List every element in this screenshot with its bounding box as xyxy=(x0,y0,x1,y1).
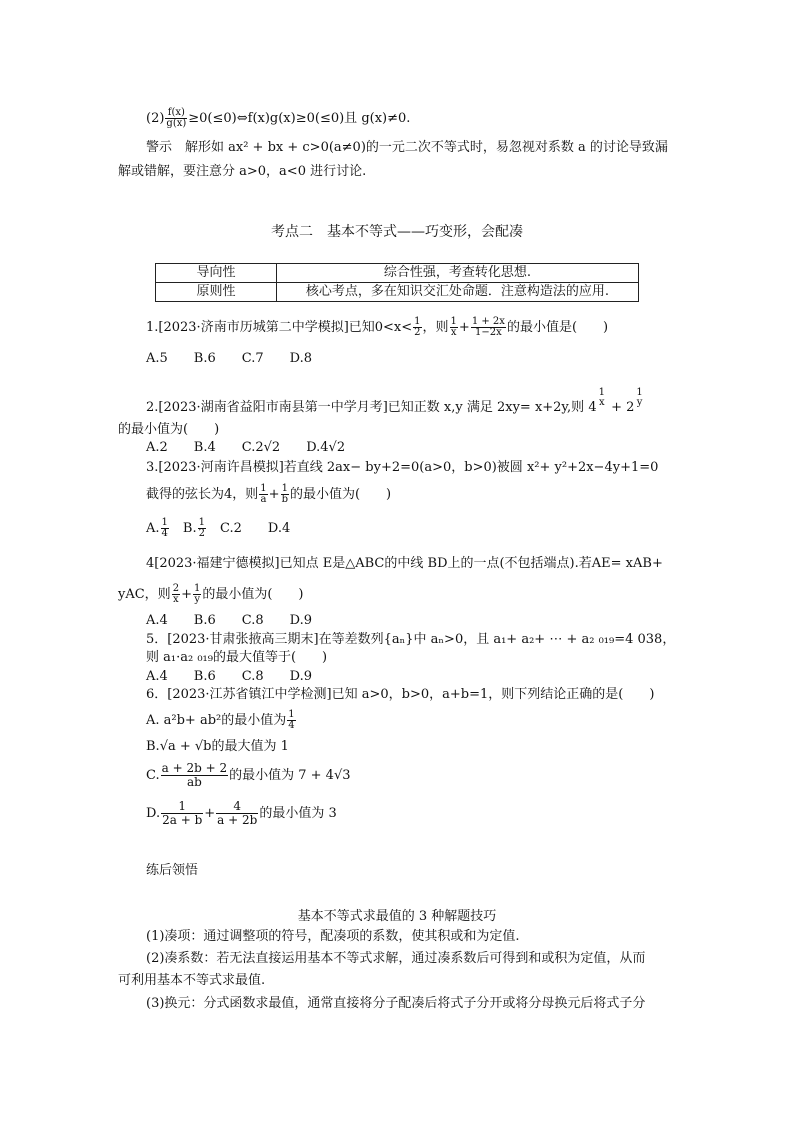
afterword-title: 基本不等式求最值的 3 种解题技巧 xyxy=(297,909,497,924)
q3-stem-part: 截得的弦长为4，则 xyxy=(146,487,259,502)
table-value: 核心考点，多在知识交汇处命题．注意构造法的应用. xyxy=(277,283,639,302)
question-2-stem-2: 的最小值为( ) xyxy=(118,422,220,437)
fraction-denominator: 4 xyxy=(161,528,168,539)
question-6-option-b xyxy=(146,738,289,756)
q3-option-b-label: B. xyxy=(169,521,197,536)
question-1-options: A.5 B.6 C.7 D.8 xyxy=(146,351,312,366)
note-item-2-fraction xyxy=(165,108,187,129)
q6-option-b-expr: √a + √b xyxy=(159,739,212,754)
q6-option-b-label: B. xyxy=(146,739,160,754)
fraction-denominator: 2 xyxy=(198,528,205,539)
fraction-denominator: 1−2x xyxy=(475,327,502,338)
q1-stem-part: 1.[2023·济南市历城第二中学模拟]已知0<x< xyxy=(146,320,413,335)
afterword-paragraph-1: (1)凑项：通过调整项的符号，配凑项的系数，使其积或和为定值. xyxy=(146,929,520,944)
fraction-numerator: 1 xyxy=(414,316,421,327)
question-6-option-a xyxy=(146,710,297,731)
q3-options-rest: C.2 D.4 xyxy=(206,521,291,536)
q6-option-d-plus: + xyxy=(204,806,216,821)
question-3-options xyxy=(146,518,290,539)
q6-option-d-label: D. xyxy=(146,806,161,821)
q6-option-d-fraction-1 xyxy=(161,800,203,827)
question-6-stem: 6．[2023·江苏省镇江中学检测]已知 a>0，b>0，a+b=1，则下列结论正确的是( ) xyxy=(146,687,655,702)
exponent-numerator: 1 xyxy=(598,387,605,398)
afterword-paragraph-2: (2)凑系数：若无法直接运用基本不等式求解，通过凑系数后可得到和或积为定值，从而 xyxy=(146,951,646,966)
warning-line-2: 解或错解，要注意分 a>0，a<0 进行讨论. xyxy=(118,164,367,179)
fraction-denominator: x xyxy=(173,594,179,605)
q3-stem-part: 的最小值为( ) xyxy=(289,487,392,502)
q3-option-b-fraction xyxy=(198,518,206,539)
fraction-numerator: 1 xyxy=(450,316,457,327)
q4-stem-part: 的最小值为( ) xyxy=(202,587,304,602)
note-item-2 xyxy=(146,108,410,129)
afterword-heading: 练后领悟 xyxy=(146,863,199,878)
fraction-numerator: 4 xyxy=(216,800,258,814)
fraction-numerator: 1 xyxy=(281,483,288,494)
question-4-stem: 4[2023·福建宁德模拟]已知点 E是△ABC的中线 BD上的一点(不包括端点).若AE= xAB+ xyxy=(146,556,663,571)
q2-stem-part: 2.[2023·湖南省益阳市南县第一中学月考]已知正数 x,y 满足 2xy= x+2y,则 4 xyxy=(146,400,597,415)
fraction-numerator: 1 xyxy=(193,583,201,594)
question-3-stem: 3.[2023·河南许昌模拟]若直线 2ax− by+2=0(a>0，b>0)被圆 x²+ y²+2x−4y+1=0 xyxy=(146,460,659,475)
q2-exponent-2 xyxy=(635,388,643,408)
fraction-numerator: 1 xyxy=(198,517,205,528)
exponent-denominator: x xyxy=(598,397,605,408)
section-title: 考点二 基本不等式——巧变形，会配凑 xyxy=(271,224,523,240)
fraction-denominator: ab xyxy=(186,775,202,789)
question-6-option-c xyxy=(146,762,351,789)
question-4-options: A.4 B.6 C.8 D.9 xyxy=(146,613,312,628)
fraction-numerator: a + 2b + 2 xyxy=(161,761,228,775)
q3-option-a-fraction xyxy=(161,518,169,539)
question-4-stem-2: yAC，则 $\frac{2}{x}$ + $\frac{1}{y}$ 的最小值为( ) xyxy=(118,583,304,605)
fraction-denominator: a xyxy=(260,494,267,505)
fraction-denominator: g(x) xyxy=(166,118,187,129)
q6-option-a-fraction xyxy=(287,710,295,731)
table-row xyxy=(156,283,639,302)
question-3-stem-2: 截得的弦长为4，则 $\frac{1}{a}$ + $\frac{1}{b}$ 的最小值为( ) xyxy=(146,483,392,505)
fraction-numerator: 1 xyxy=(161,800,203,814)
fraction-numerator: f(x) xyxy=(165,108,187,119)
fraction-numerator: 1 xyxy=(260,483,267,494)
fraction-numerator: 2 xyxy=(172,583,180,594)
question-2-stem xyxy=(146,388,645,417)
q2-plus: + 2 xyxy=(606,400,635,415)
question-6-option-d xyxy=(146,800,337,827)
q6-option-c-text: 的最小值为 7 + 4√3 xyxy=(229,768,351,783)
table-key: 导向性 xyxy=(156,264,277,283)
table-key: 原则性 xyxy=(156,283,277,302)
q1-fraction-1-over-x xyxy=(450,317,458,338)
fraction-denominator: 2a + b xyxy=(162,813,203,827)
q4-fraction-1-over-y xyxy=(193,584,201,605)
afterword-paragraph-2-cont: 可利用基本不等式求最值. xyxy=(118,973,266,988)
warning-line-1: 警示 解形如 ax² + bx + c>0(a≠0)的一元二次不等式时，易忽视对系数 a 的讨论导致漏 xyxy=(146,140,668,155)
fraction-denominator: b xyxy=(281,494,288,505)
q6-option-a-text: A. a²b+ ab²的最小值为 xyxy=(146,713,287,728)
exponent-denominator: y xyxy=(636,397,643,408)
table-value: 综合性强，考查转化思想. xyxy=(277,264,639,283)
fraction-denominator: 2 xyxy=(414,327,421,338)
exponent-numerator: 1 xyxy=(636,387,643,398)
question-5-stem-2: 则 a₁·a₂ ₀₁₉的最大值等于( ) xyxy=(146,650,328,665)
q3-fraction-1-over-b xyxy=(281,484,289,505)
fraction-denominator: 4 xyxy=(288,720,295,731)
question-2-options: A.2 B.4 C.2√2 D.4√2 xyxy=(146,440,346,455)
q6-option-d-text: 的最小值为 3 xyxy=(259,806,337,821)
q4-stem-part: yAC，则 xyxy=(118,587,171,602)
table-row xyxy=(156,264,639,283)
fraction-numerator: 1 xyxy=(161,517,168,528)
q6-option-c-fraction xyxy=(161,762,228,789)
q4-fraction-2-over-x xyxy=(172,584,180,605)
question-5-options: A.4 B.6 C.8 D.9 xyxy=(146,669,312,684)
q2-exponent-1 xyxy=(598,388,606,408)
q1-stem-part: 的最小值是( ) xyxy=(506,320,609,335)
fraction-denominator: x xyxy=(450,327,457,338)
q1-fraction-half xyxy=(413,317,421,338)
q6-option-c-label: C. xyxy=(146,768,160,783)
q6-option-d-fraction-2 xyxy=(216,800,258,827)
q3-fraction-1-over-a xyxy=(259,484,267,505)
q3-option-a-label: A. xyxy=(146,521,160,536)
guide-table xyxy=(155,263,639,302)
note-item-2-prefix: (2) xyxy=(146,111,165,126)
question-5-stem: 5．[2023·甘肃张掖高三期末]在等差数列{aₙ}中 aₙ>0，且 a₁+ a₂+ ⋯ + a₂ ₀₁₉=4 038， xyxy=(146,632,676,647)
note-item-2-text: ≥0(≤0)⇔f(x)g(x)≥0(≤0)且 g(x)≠0. xyxy=(188,111,411,126)
q6-option-b-text: 的最大值为 1 xyxy=(211,739,289,754)
fraction-numerator: 1 + 2x xyxy=(471,316,505,327)
q1-fraction-expr xyxy=(471,317,506,338)
fraction-denominator: a + 2b xyxy=(217,813,258,827)
q1-stem-part: ，则 xyxy=(422,320,449,335)
afterword-paragraph-3: (3)换元：分式函数求最值，通常直接将分子配凑后将式子分开或将分母换元后将式子分 xyxy=(146,996,646,1011)
fraction-denominator: y xyxy=(194,594,200,605)
question-1-stem: 1.[2023·济南市历城第二中学模拟]已知0<x< $\frac{1}{2}$ ，则 $\frac{1}{x}$ + $\frac{1 + 2x}{1-2x}$ 的最小值是( ) xyxy=(146,316,609,338)
fraction-numerator: 1 xyxy=(288,709,295,720)
